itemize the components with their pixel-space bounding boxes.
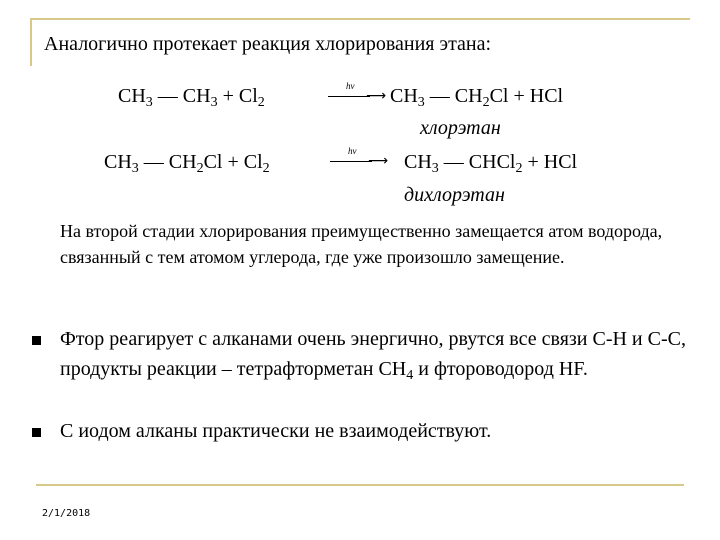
bullet-item (28, 324, 698, 414)
frame-top-line (30, 18, 690, 20)
bullet-text: С иодом алканы практически не взаимодействуют. (60, 420, 492, 442)
reaction1-product-name: хлорэтан (420, 117, 501, 139)
reaction2-arrow (330, 146, 389, 170)
bullet-square-icon (32, 336, 41, 345)
reaction2-products: $CH_3$ — CHCl$_2$ + HCl (404, 151, 578, 176)
explanation-paragraph: На второй стадии хлорирования преимущественно замещается атом водорода, связанный с тем атомом углерода, где уже произошло замещение. (60, 221, 663, 267)
reaction1-products: $CH_3$ — $CH_2Cl$ + HCl (390, 85, 564, 110)
reaction2-condition: hv (348, 146, 357, 156)
reaction1-condition: hv (346, 81, 355, 91)
reaction2-reactants: $CH_3$ — $CH_2Cl + Cl_2$ (104, 151, 270, 176)
arrow-head-icon: ⟶ (366, 88, 387, 104)
bullet-text: Фтор реагирует с алканами очень энергично, рвутся все связи С-Н и С-С, продукты реакции – тетрафторметан $СН_4$ и фтороводород НF. (60, 328, 686, 383)
arrow-head-icon: ⟶ (368, 153, 389, 169)
footer-line (36, 484, 684, 486)
slide-date: 2/1/2018 (42, 508, 91, 519)
frame-left-line (30, 18, 32, 66)
reaction1-reactants: $CH_3$ — $CH_3 + Cl_2$ (118, 85, 265, 110)
slide-title: Аналогично протекает реакция хлорирования этана: (44, 33, 492, 55)
bullet-item (28, 416, 698, 446)
bullet-square-icon (32, 428, 41, 437)
reaction2-product-name: дихлорэтан (404, 184, 505, 206)
reaction1-arrow (328, 81, 387, 105)
